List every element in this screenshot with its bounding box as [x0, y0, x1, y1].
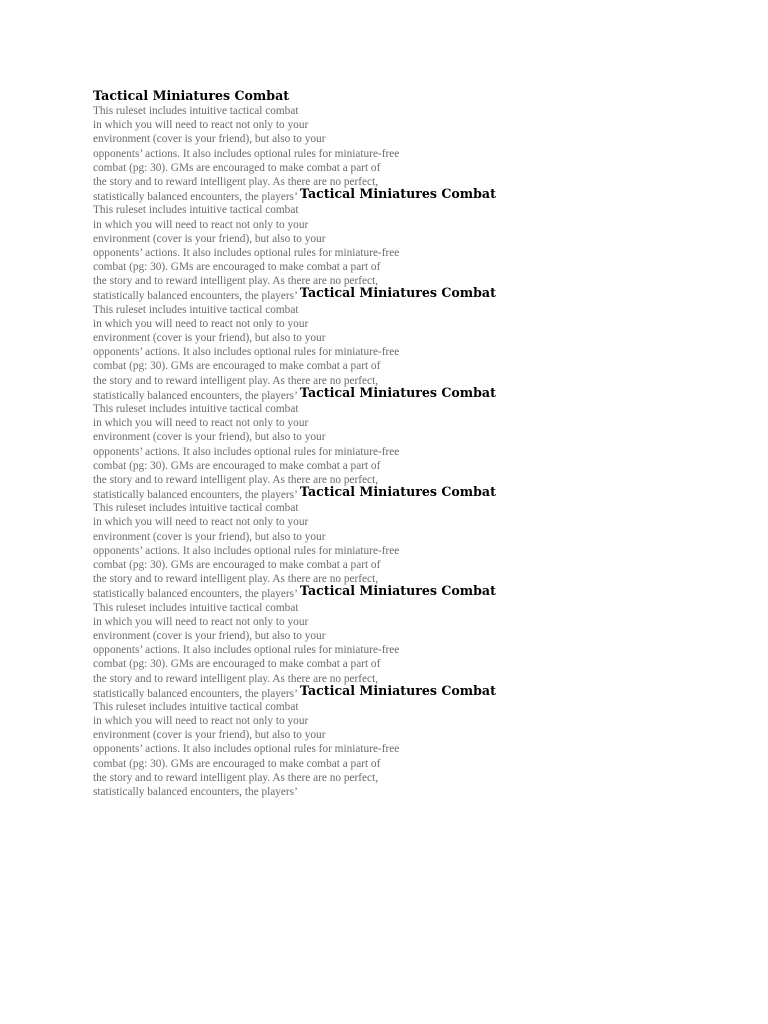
body-line: combat (pg: 30). GMs are encouraged to make combat a part of	[93, 459, 381, 472]
body-line: opponents’ actions. It also includes optional rules for miniature-free	[93, 445, 400, 458]
body-line: This ruleset includes intuitive tactical combat	[93, 105, 299, 117]
section-title: Tactical Miniatures Combat	[299, 285, 496, 301]
body-line: environment (cover is your friend), but also to your	[93, 133, 326, 146]
text-block	[93, 402, 733, 501]
body-line: This ruleset includes intuitive tactical combat	[93, 700, 299, 713]
text-block	[93, 501, 733, 600]
body-line: the story and to reward intelligent play. As there are no perfect,	[93, 672, 379, 685]
body-line: the story and to reward intelligent play. As there are no perfect,	[93, 175, 379, 188]
body-line: statistically balanced encounters, the players’ Tactical Miniatures Combat	[93, 583, 496, 601]
body-line: statistically balanced encounters, the players’	[93, 786, 298, 798]
body-line: statistically balanced encounters, the players’ Tactical Miniatures Combat	[93, 384, 496, 402]
text-block	[93, 104, 733, 203]
body-line: the story and to reward intelligent play. As there are no perfect,	[93, 473, 379, 486]
body-line: statistically balanced encounters, the players’ Tactical Miniatures Combat	[93, 285, 496, 303]
body-line: opponents’ actions. It also includes optional rules for miniature-free	[93, 246, 400, 259]
body-line: This ruleset includes intuitive tactical combat	[93, 402, 299, 415]
body-line: combat (pg: 30). GMs are encouraged to make combat a part of	[93, 559, 381, 571]
body-line: environment (cover is your friend), but also to your	[93, 232, 326, 245]
body-line: combat (pg: 30). GMs are encouraged to make combat a part of	[93, 161, 381, 174]
body-line: in which you will need to react not only to your	[93, 119, 309, 132]
body-line: statistically balanced encounters, the players’ Tactical Miniatures Combat	[93, 484, 496, 502]
text-block	[93, 203, 733, 302]
body-line: the story and to reward intelligent play. As there are no perfect,	[93, 275, 379, 288]
body-line: This ruleset includes intuitive tactical combat	[93, 502, 299, 515]
text-block	[93, 700, 733, 799]
body-line: combat (pg: 30). GMs are encouraged to make combat a part of	[93, 261, 381, 274]
body-line: environment (cover is your friend), but also to your	[93, 530, 326, 543]
body-line: in which you will need to react not only to your	[93, 317, 309, 330]
section-title: Tactical Miniatures Combat	[299, 384, 496, 400]
body-line: opponents’ actions. It also includes optional rules for miniature-free	[93, 644, 400, 657]
body-line: This ruleset includes intuitive tactical combat	[93, 601, 299, 614]
body-line: in which you will need to react not only to your	[93, 715, 309, 728]
body-line: opponents’ actions. It also includes optional rules for miniature-free	[93, 743, 400, 756]
section-title: Tactical Miniatures Combat	[299, 186, 496, 202]
document-title: Tactical Miniatures Combat	[93, 88, 290, 103]
section-title: Tactical Miniatures Combat	[299, 583, 496, 599]
repeated-text-blocks	[93, 104, 733, 799]
body-line: the story and to reward intelligent play. As there are no perfect,	[93, 771, 379, 784]
body-line: environment (cover is your friend), but also to your	[93, 629, 326, 642]
body-line: environment (cover is your friend), but also to your	[93, 729, 326, 742]
section-title: Tactical Miniatures Combat	[299, 682, 496, 698]
body-line: in which you will need to react not only to your	[93, 417, 309, 430]
body-line: in which you will need to react not only to your	[93, 516, 309, 529]
body-line: opponents’ actions. It also includes optional rules for miniature-free	[93, 544, 400, 557]
body-line: environment (cover is your friend), but also to your	[93, 332, 326, 344]
body-line: combat (pg: 30). GMs are encouraged to make combat a part of	[93, 757, 381, 770]
body-line: combat (pg: 30). GMs are encouraged to make combat a part of	[93, 658, 381, 671]
body-line: opponents’ actions. It also includes optional rules for miniature-free	[93, 346, 400, 359]
section-title: Tactical Miniatures Combat	[299, 484, 496, 500]
body-line: environment (cover is your friend), but also to your	[93, 431, 326, 444]
body-line: This ruleset includes intuitive tactical combat	[93, 303, 299, 316]
text-block	[93, 303, 733, 402]
document-body	[93, 88, 733, 799]
body-line: combat (pg: 30). GMs are encouraged to make combat a part of	[93, 360, 381, 373]
text-block	[93, 601, 733, 700]
body-line: in which you will need to react not only to your	[93, 218, 309, 231]
body-line: statistically balanced encounters, the players’ Tactical Miniatures Combat	[93, 682, 496, 700]
body-line: the story and to reward intelligent play. As there are no perfect,	[93, 374, 379, 387]
body-line: opponents’ actions. It also includes optional rules for miniature-free	[93, 147, 400, 160]
body-line: the story and to reward intelligent play. As there are no perfect,	[93, 573, 379, 586]
body-line: in which you will need to react not only to your	[93, 615, 309, 628]
body-line: statistically balanced encounters, the players’ Tactical Miniatures Combat	[93, 186, 496, 204]
body-line: This ruleset includes intuitive tactical combat	[93, 204, 299, 217]
